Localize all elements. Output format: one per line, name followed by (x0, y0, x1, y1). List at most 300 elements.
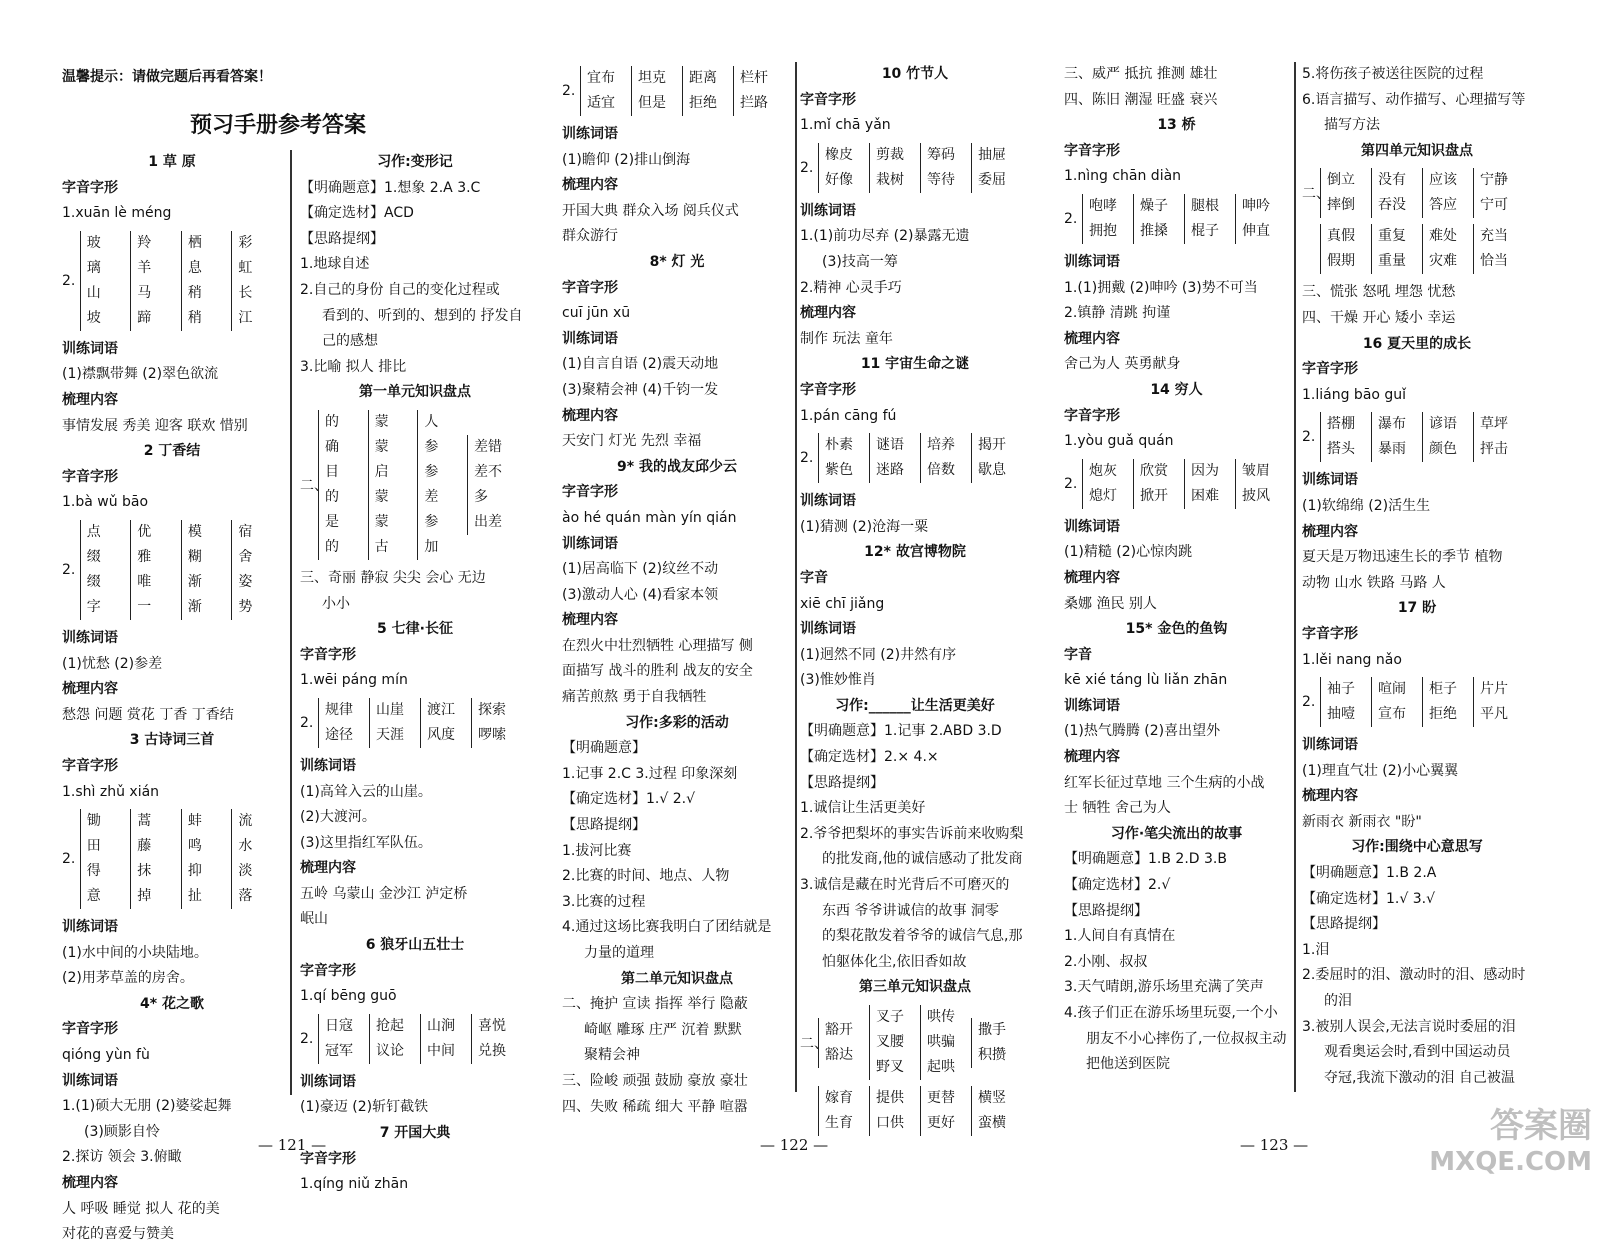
word: 目的 (325, 463, 339, 505)
section-label: 训练词语 (62, 1072, 118, 1089)
word-pair (1371, 224, 1406, 274)
word-group (300, 698, 530, 748)
word-pair (1422, 412, 1457, 462)
section-label: 训练词语 (62, 919, 118, 936)
word-group (300, 410, 530, 560)
answer-line: 1.记事 2.C 3.过程 印象深刻 (562, 765, 738, 782)
section-label: 训练词语 (800, 202, 856, 219)
word: 棍子 (1191, 222, 1219, 239)
answer-line: (3)技高一筹 (822, 253, 898, 270)
answer-line: 1.拔河比赛 (562, 842, 632, 859)
word: 喧闹 (1378, 681, 1406, 698)
answer-line: 动物 山水 铁路 马路 人 (1302, 574, 1446, 591)
word: 谜语 (876, 437, 904, 454)
section-label: 字音字形 (800, 91, 856, 108)
word: 难处 (1429, 228, 1457, 245)
word: 抹掉 (137, 863, 152, 905)
section-label: 梳理内容 (62, 391, 118, 408)
answer-line: 2.自己的身份 自己的变化过程或 (300, 281, 500, 298)
answer-line: 3.被别人误会,无法言说时委屈的泪 (1302, 1018, 1516, 1035)
word: 抨击 (1480, 441, 1508, 458)
answer-line: (1)瞻仰 (2)排山倒海 (562, 151, 691, 168)
answer-line: 力量的道理 (584, 945, 654, 961)
word: 提供 (876, 1090, 904, 1106)
section-label: 训练词语 (300, 1073, 356, 1090)
section-title: 习作:多彩的活动 (625, 714, 729, 731)
word: 参加 (424, 513, 439, 555)
section-label: 训练词语 (1302, 737, 1358, 754)
word: 答应 (1429, 197, 1457, 214)
word: 哄骗 (927, 1034, 955, 1050)
answer-line: 把他送到医院 (1086, 1056, 1170, 1073)
answer-line: 4.通过这场比赛我明白了团结就是 (562, 919, 772, 936)
answer-line: 【明确题意】1.想象 2.A 3.C (300, 179, 481, 196)
answer-line: 【确定选材】ACD (300, 205, 414, 222)
word: 模糊 (187, 523, 202, 565)
group-number: 2. (300, 714, 314, 731)
word-pair (869, 143, 904, 193)
word: 彩虹 (238, 234, 253, 276)
section-label: 梳理内容 (1064, 330, 1120, 347)
column-3 (562, 62, 792, 1120)
word: 委屈 (978, 171, 1006, 188)
word-pair (971, 433, 1006, 483)
word-pair (1133, 194, 1168, 244)
section-label: 字音字形 (300, 962, 356, 979)
section-label: 训练词语 (562, 330, 618, 347)
word: 好像 (825, 171, 853, 188)
word: 拒绝 (1429, 706, 1457, 723)
answer-line: (3)这里指红军队伍。 (300, 834, 432, 851)
word-group (1064, 459, 1289, 509)
word-pair (733, 66, 768, 116)
column-divider (795, 62, 797, 1092)
word: 皱眉 (1242, 462, 1270, 479)
section-label: 字音字形 (1064, 407, 1120, 424)
answer-line: 岷山 (300, 911, 328, 928)
section-label: 字音字形 (800, 381, 856, 398)
word-pair (1320, 412, 1355, 462)
word: 规律 (325, 701, 353, 718)
answer-line: 【确定选材】2.√ (1064, 877, 1171, 894)
word: 议论 (376, 1042, 404, 1059)
word: 拥抱 (1089, 222, 1117, 239)
word: 日寇 (325, 1017, 353, 1034)
word-group (1064, 194, 1289, 244)
section-title: 习作:围绕中心意思写 (1351, 839, 1483, 856)
word-pair (869, 433, 904, 483)
word: 锄田 (86, 813, 101, 855)
answer-line: (1)豪迈 (2)斩钉截铁 (300, 1099, 429, 1116)
word-pair (1184, 194, 1219, 244)
word: 炮灰 (1089, 462, 1117, 479)
answer-line: 5.将伤孩子被送往医院的过程 (1302, 66, 1484, 82)
word-pair (1473, 168, 1508, 218)
watermark-url: MXQE.COM (1429, 1147, 1592, 1177)
word-pair (318, 698, 353, 748)
watermark-logo: 答案圈 (1490, 1106, 1592, 1146)
word: 歇息 (978, 462, 1006, 479)
word: 生育 (825, 1115, 853, 1131)
word-pair (920, 433, 955, 483)
word: 宿舍 (238, 523, 253, 565)
word: 横竖 (978, 1090, 1006, 1106)
word: 羚羊 (137, 234, 152, 276)
word: 的确 (325, 413, 339, 455)
answer-line: 在烈火中壮烈牺牲 心理描写 侧 (562, 637, 753, 654)
answer-line: 开国大典 群众入场 阅兵仪式 (562, 202, 739, 219)
answer-line: 看到的、听到的、想到的 抒发自 (322, 307, 523, 324)
answer-line: 2.小刚、叔叔 (1064, 953, 1148, 970)
word: 熄灯 (1089, 487, 1117, 504)
answer-line: 6.语言描写、动作描写、心理描写等 (1302, 91, 1526, 108)
word: 更好 (927, 1115, 955, 1131)
word: 叉腰 (876, 1034, 904, 1050)
section-label: 字音字形 (562, 279, 618, 296)
word-pair (231, 520, 266, 620)
column-4 (800, 62, 1030, 1142)
answer-line: 舍己为人 英勇献身 (1064, 356, 1181, 373)
word-pair (1133, 459, 1168, 509)
answer-line: (1)自言自语 (2)震天动地 (562, 356, 719, 373)
answer-line: 【明确题意】1.B 2.D 3.B (1064, 851, 1227, 868)
word: 缀字 (86, 573, 101, 615)
answer-line: (1)热气腾腾 (2)喜出望外 (1064, 723, 1221, 740)
section-label: 梳理内容 (1064, 749, 1120, 766)
group-number: 2. (1064, 210, 1078, 227)
answer-line: 己的感想 (322, 333, 378, 350)
word: 咆哮 (1089, 197, 1117, 214)
word-pair (920, 1005, 955, 1080)
word: 迷路 (876, 462, 904, 479)
word: 摔倒 (1327, 197, 1355, 214)
word: 没有 (1378, 172, 1406, 189)
word-pair (231, 231, 266, 331)
word: 抢起 (376, 1017, 404, 1034)
section-label: 训练词语 (562, 126, 618, 142)
word-pair (1082, 459, 1117, 509)
word-pair (471, 1014, 506, 1064)
word-pair (130, 231, 165, 331)
word-group (62, 809, 282, 909)
word: 启蒙 (374, 463, 389, 505)
word-pair (1320, 677, 1355, 727)
word: 嫁育 (825, 1090, 853, 1106)
answer-line: 4.孩子们正在游乐场里玩耍,一个小 (1064, 1005, 1278, 1021)
word-pair (420, 1014, 455, 1064)
section-label: 梳理内容 (1302, 523, 1358, 540)
answer-line: 【明确题意】 (562, 740, 646, 757)
section-label: 梳理内容 (800, 305, 856, 322)
word-pair (1473, 224, 1508, 274)
section-label: 字音字形 (62, 1021, 118, 1038)
section-label: 训练词语 (62, 629, 118, 646)
page-number: — 123 — (1240, 1136, 1309, 1154)
answer-line: 2.爷爷把梨坏的事实告诉前来收购梨 (800, 825, 1024, 842)
word-pair (369, 698, 404, 748)
answer-line: (3)顾影自怜 (84, 1123, 160, 1140)
answer-line: 怕躯体化尘,依旧香如故 (822, 953, 967, 970)
word-pair (818, 1086, 853, 1136)
word-pair (1422, 168, 1457, 218)
answer-line: 1.shì zhǔ xián (62, 783, 160, 800)
word: 山涧 (427, 1017, 455, 1034)
answer-line: 1.诚信让生活更美好 (800, 800, 926, 817)
section-title: 4* 花之歌 (140, 995, 204, 1012)
section-title: 习作:变形记 (377, 154, 453, 170)
answer-line: 五岭 乌蒙山 金沙江 泸定桥 (300, 885, 468, 902)
answer-line: 红军长征过草地 三个生病的小战 (1064, 774, 1265, 791)
word: 差错 (474, 438, 503, 455)
word: 稍稍 (187, 284, 202, 326)
word-pair (1473, 412, 1508, 462)
word: 蒿藤 (137, 813, 152, 855)
word-group (1302, 677, 1532, 727)
word: 人参 (424, 413, 439, 455)
word: 披风 (1242, 487, 1270, 504)
section-label: 梳理内容 (562, 612, 618, 629)
answer-line: 1.qí bēng guō (300, 988, 397, 1005)
word-pair (420, 698, 455, 748)
section-title: 第一单元知识盘点 (359, 384, 471, 401)
word-pair (818, 143, 853, 193)
answer-line: (1)水中间的小块陆地。 (62, 944, 208, 961)
word: 掀开 (1140, 487, 1168, 504)
word: 是的 (325, 513, 339, 555)
word-pair (80, 809, 115, 909)
section-title: 14 穷人 (1150, 381, 1203, 398)
section-title: 11 宇宙生命之谜 (860, 356, 970, 373)
section-title: 8* 灯 光 (649, 253, 705, 270)
word: 倒立 (1327, 172, 1355, 189)
answer-line: 1.xuān lè méng (62, 205, 172, 222)
word: 宜布 (587, 70, 615, 86)
answer-line: 事情发展 秀美 迎客 联欢 惜别 (62, 417, 248, 434)
word: 柜子 (1429, 681, 1457, 698)
word-group (1302, 224, 1532, 274)
word: 拒绝 (689, 95, 717, 111)
group-number: 2. (800, 159, 814, 176)
answer-line: 朋友不小心摔伤了,一位叔叔主动 (1086, 1030, 1287, 1047)
word-group (800, 143, 1030, 193)
word-group (300, 1014, 530, 1064)
section-label: 字音 (800, 569, 828, 586)
word: 渡江 (427, 701, 455, 718)
answer-line: 1.(1)硕大无朋 (2)婆娑起舞 (62, 1098, 232, 1115)
section-label: 字音字形 (300, 1150, 356, 1167)
word: 恰当 (1480, 253, 1508, 270)
answer-line: 三、奇丽 静寂 尖尖 会心 无边 (300, 569, 486, 586)
answer-line: 制作 玩法 童年 (800, 330, 893, 347)
answer-line: (1)猜测 (2)沧海一粟 (800, 518, 929, 535)
word-pair (471, 698, 506, 748)
word: 剪裁 (876, 146, 904, 163)
word-pair (971, 143, 1006, 193)
answer-line: 1.qíng niǔ zhān (300, 1176, 409, 1193)
word: 拦路 (740, 95, 768, 111)
group-number: 2. (562, 83, 576, 99)
word: 出差 (474, 513, 503, 530)
word-pair (1371, 412, 1406, 462)
word: 灾难 (1429, 253, 1457, 270)
answer-line: 夏天是万物迅速生长的季节 植物 (1302, 549, 1503, 566)
word: 积攒 (978, 1046, 1006, 1063)
word-pair (1371, 677, 1406, 727)
answer-line: (2)用茅草盖的房舍。 (62, 970, 194, 987)
word: 推搡 (1140, 222, 1168, 239)
word-pair (1235, 194, 1270, 244)
answer-line: (3)惟妙惟肖 (800, 672, 876, 689)
section-title: 5 七律·长征 (377, 621, 453, 638)
word: 更替 (927, 1090, 955, 1106)
word-pair (1371, 168, 1406, 218)
section-label: 训练词语 (562, 535, 618, 552)
answer-line: (3)聚精会神 (4)千钧一发 (562, 381, 719, 398)
word: 抽噎 (1327, 706, 1355, 723)
section-label: 梳理内容 (562, 407, 618, 424)
answer-line: 的梨花散发着爷爷的诚信气息,那 (822, 928, 1023, 945)
page-number: — 121 — (258, 1136, 327, 1154)
answer-line: 夺冠,我流下激动的泪 自己被温 (1324, 1069, 1515, 1086)
answer-line: 士 牺牲 舍己为人 (1064, 800, 1171, 817)
section-title: 第二单元知识盘点 (621, 970, 733, 987)
answer-line: 三、险峻 顽强 鼓励 豪放 豪壮 (562, 1072, 748, 1089)
word: 欣赏 (1140, 462, 1168, 479)
word-pair (417, 410, 451, 560)
word: 揭开 (978, 437, 1006, 454)
word: 伸直 (1242, 222, 1270, 239)
answer-line: (1)襟飘带舞 (2)翠色欲流 (62, 366, 219, 383)
word-pair (869, 1086, 904, 1136)
word-pair (1320, 168, 1355, 218)
answer-line: 【明确题意】1.B 2.A (1302, 865, 1437, 882)
section-label: 训练词语 (62, 340, 118, 357)
word: 姿势 (238, 573, 253, 615)
word-pair (181, 231, 216, 331)
word: 野叉 (876, 1059, 904, 1075)
answer-line: 2.精神 心灵手巧 (800, 279, 902, 296)
page-title: 预习手册参考答案 (190, 113, 367, 138)
word: 平凡 (1480, 706, 1508, 723)
answer-line: (1)高耸入云的山崖。 (300, 783, 432, 800)
word-pair (1422, 224, 1457, 274)
group-number: 2. (62, 851, 76, 868)
answer-line: 1.lěi nang nǎo (1302, 651, 1402, 668)
group-number: 二、 (300, 477, 328, 494)
group-number: 2. (300, 1030, 314, 1047)
section-title: 第三单元知识盘点 (859, 979, 971, 996)
word: 抑扯 (187, 863, 202, 905)
word-group (1302, 412, 1532, 462)
word-group (562, 66, 792, 116)
answer-line: (1)理直气壮 (2)小心翼翼 (1302, 762, 1459, 779)
group-number: 2. (62, 272, 76, 289)
word-pair (971, 1018, 1006, 1068)
word: 宁静 (1480, 172, 1508, 189)
section-title: 12* 故宫博物院 (864, 544, 966, 561)
group-number: 2. (800, 450, 814, 467)
answer-line: 面描写 战斗的胜利 战友的安全 (562, 663, 753, 680)
section-label: 字音字形 (562, 484, 618, 501)
answer-line: 【思路提纲】 (562, 817, 646, 834)
word-pair (130, 520, 165, 620)
word: 豁达 (825, 1046, 853, 1063)
answer-line: 3.比喻 拟人 排比 (300, 358, 407, 375)
word: 玻璃 (86, 234, 101, 276)
word-pair (920, 1086, 955, 1136)
word: 应该 (1429, 172, 1457, 189)
section-title: 15* 金色的鱼钩 (1125, 621, 1228, 638)
word: 栖息 (187, 234, 202, 276)
answer-line: 1.nìng chān diàn (1064, 168, 1182, 185)
word: 距离 (689, 70, 717, 86)
word: 喜悦 (478, 1017, 506, 1034)
word: 蛮横 (978, 1115, 1006, 1131)
word-pair (1082, 194, 1117, 244)
word: 充当 (1480, 228, 1508, 245)
word: 片片 (1480, 681, 1508, 698)
section-label: 字音字形 (1302, 361, 1358, 378)
word: 中间 (427, 1042, 455, 1059)
word-group (62, 520, 282, 620)
answer-line: 2.委屈时的泪、激动时的泪、感动时 (1302, 967, 1526, 984)
word: 培养 (927, 437, 955, 454)
answer-line: qióng yùn fù (62, 1047, 150, 1064)
answer-line: (1)软绵绵 (2)活生生 (1302, 497, 1431, 514)
word: 栽树 (876, 171, 904, 188)
word-pair (231, 809, 266, 909)
word: 蚌鸣 (187, 813, 202, 855)
answer-line: 描写方法 (1324, 117, 1380, 134)
word: 朴素 (825, 437, 853, 454)
word: 搭头 (1327, 441, 1355, 458)
answer-line: 【确定选材】1.√ 2.√ (562, 791, 696, 808)
answer-line: 新雨衣 新雨衣 "盼" (1302, 813, 1422, 830)
section-label: 训练词语 (800, 621, 856, 638)
word: 渐渐 (187, 573, 202, 615)
section-title: 第四单元知识盘点 (1361, 142, 1473, 159)
word-group (800, 1086, 1030, 1136)
word: 点缀 (86, 523, 101, 565)
answer-line: 崎岖 雕琢 庄严 沉着 默默 (584, 1021, 742, 1038)
section-title: 17 盼 (1397, 600, 1437, 617)
answer-line: 【确定选材】2.× 4.× (800, 749, 939, 766)
section-label: 字音字形 (62, 757, 118, 774)
word-pair (369, 1014, 404, 1064)
answer-line: 1.bà wǔ bāo (62, 494, 149, 511)
group-number: 二、 (800, 1035, 828, 1052)
column-6 (1302, 62, 1532, 1091)
word-pair (1422, 677, 1457, 727)
word-pair (682, 66, 717, 116)
group-number: 2. (1064, 475, 1078, 492)
word: 重复 (1378, 228, 1406, 245)
word: 途径 (325, 726, 353, 743)
word: 真假 (1327, 228, 1355, 245)
section-label: 梳理内容 (562, 177, 618, 194)
word: 哄传 (927, 1009, 955, 1025)
word: 参差 (424, 463, 439, 505)
answer-line: 三、慌张 怒吼 埋怨 忧愁 (1302, 284, 1456, 301)
word: 冠军 (325, 1042, 353, 1059)
answer-line: ào hé quán màn yín qián (562, 509, 737, 526)
column-divider (1294, 62, 1296, 1092)
answer-line: (3)激动人心 (4)看家本领 (562, 586, 719, 603)
section-label: 梳理内容 (1302, 788, 1358, 805)
section-label: 梳理内容 (62, 1175, 118, 1192)
answer-line: 1.泪 (1302, 941, 1330, 958)
word-pair (869, 1005, 904, 1080)
